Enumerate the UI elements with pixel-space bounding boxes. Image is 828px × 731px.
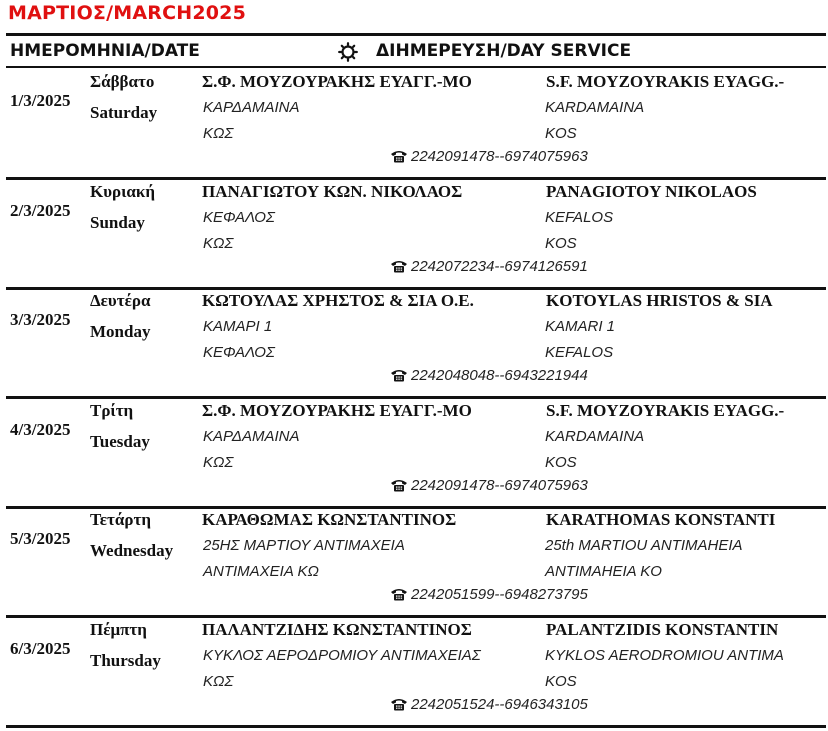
entry-day-greek: Σάββατο	[90, 72, 155, 91]
duty-entry	[6, 180, 826, 290]
pharmacy-name-greek: Σ.Φ. ΜΟΥΖΟΥΡΑΚΗΣ ΕΥΑΓΓ.-ΜΟ	[202, 401, 472, 420]
pharmacy-name-english: KOTOYLAS HRISTOS & SIA	[546, 291, 773, 310]
telephone-icon	[390, 259, 408, 273]
address-line1-greek: 25ΗΣ ΜΑΡΤΙΟΥ ΑΝΤΙΜΑΧΕΙΑ	[203, 537, 405, 554]
address-line1-greek: ΚΕΦΑΛΟΣ	[203, 209, 275, 226]
entry-day-english: Wednesday	[90, 541, 174, 560]
address-line2-greek: ΚΕΦΑΛΟΣ	[203, 344, 275, 361]
entry-date: 2/3/2025	[10, 201, 71, 220]
phone-number[interactable]: 2242051599--6948273795	[411, 586, 588, 603]
address-line1-english: KEFALOS	[545, 209, 614, 226]
entry-day-english: Tuesday	[90, 432, 150, 451]
phone-number[interactable]: 2242091478--6974075963	[411, 148, 588, 165]
address-line1-greek: ΚΑΡΔΑΜΑΙΝΑ	[203, 99, 300, 116]
pharmacy-name-english: PALANTZIDIS KONSTANTIN	[546, 620, 779, 639]
entry-day-english: Sunday	[90, 213, 145, 232]
phone-line	[390, 477, 588, 494]
entry-day-greek: Τρίτη	[90, 401, 134, 420]
phone-number[interactable]: 2242048048--6943221944	[411, 367, 588, 384]
address-line2-english: ANTIMAHEIA KO	[545, 563, 662, 580]
phone-line	[390, 367, 588, 384]
address-line1-english: KARDAMAINA	[545, 428, 645, 445]
pharmacy-name-greek: ΚΩΤΟΥΛΑΣ ΧΡΗΣΤΟΣ & ΣΙΑ Ο.Ε.	[202, 291, 474, 310]
address-line1-greek: ΚΑΜΑΡΙ 1	[203, 318, 273, 335]
pharmacy-name-greek: ΠΑΝΑΓΙΩΤΟΥ ΚΩΝ. ΝΙΚΟΛΑΟΣ	[202, 182, 463, 201]
address-line1-english: KYKLOS AERODROMIOU ANTIMA	[545, 647, 784, 664]
address-line1-greek: ΚΑΡΔΑΜΑΙΝΑ	[203, 428, 300, 445]
address-line2-greek: ΚΩΣ	[203, 454, 234, 471]
pharmacy-name-greek: ΠΑΛΑΝΤΖΙΔΗΣ ΚΩΝΣΤΑΝΤΙΝΟΣ	[202, 620, 472, 639]
phone-line	[390, 586, 588, 603]
table-header	[10, 40, 820, 64]
phone-number[interactable]: 2242091478--6974075963	[411, 477, 588, 494]
address-line1-english: KARDAMAINA	[545, 99, 645, 116]
telephone-icon	[390, 368, 408, 382]
entry-date: 4/3/2025	[10, 420, 71, 439]
address-line2-english: KOS	[545, 125, 577, 142]
entry-date: 5/3/2025	[10, 529, 71, 548]
pharmacy-name-english: S.F. MOYZOYRAKIS EYAGG.-	[546, 401, 785, 420]
phone-number[interactable]: 2242072234--6974126591	[411, 258, 588, 275]
address-line2-greek: ΑΝΤΙΜΑΧΕΙΑ ΚΩ	[203, 563, 319, 580]
address-line1-greek: ΚΥΚΛΟΣ ΑΕΡΟΔΡΟΜΙΟΥ ΑΝΤΙΜΑΧΕΙΑΣ	[203, 647, 481, 664]
header-top-rule	[6, 33, 826, 36]
entry-day-greek: Τετάρτη	[90, 510, 151, 529]
entry-date: 3/3/2025	[10, 310, 71, 329]
address-line2-greek: ΚΩΣ	[203, 235, 234, 252]
service-column-header: ΔΙΗΜΕΡΕΥΣΗ/DAY SERVICE	[376, 41, 632, 61]
address-line2-english: KOS	[545, 673, 577, 690]
entry-day-greek: Δευτέρα	[90, 291, 151, 310]
phone-line	[390, 258, 588, 275]
address-line2-greek: ΚΩΣ	[203, 125, 234, 142]
entry-day-english: Thursday	[90, 651, 161, 670]
address-line1-english: KAMARI 1	[545, 318, 616, 335]
entry-day-english: Monday	[90, 322, 151, 341]
header-bottom-rule	[6, 66, 826, 68]
address-line2-english: KEFALOS	[545, 344, 614, 361]
phone-line	[390, 148, 588, 165]
telephone-icon	[390, 478, 408, 492]
sun-icon	[338, 42, 358, 62]
duty-entry	[6, 399, 826, 509]
pharmacy-name-greek: Σ.Φ. ΜΟΥΖΟΥΡΑΚΗΣ ΕΥΑΓΓ.-ΜΟ	[202, 72, 472, 91]
phone-line	[390, 696, 588, 713]
address-line2-english: KOS	[545, 454, 577, 471]
telephone-icon	[390, 587, 408, 601]
phone-number[interactable]: 2242051524--6946343105	[411, 696, 588, 713]
duty-entry	[6, 508, 826, 618]
duty-entry	[6, 618, 826, 728]
date-column-header: ΗΜΕΡΟΜΗΝΙΑ/DATE	[10, 41, 200, 61]
entry-day-english: Saturday	[90, 103, 158, 122]
address-line1-english: 25th MARTIOU ANTIMAHEIA	[545, 537, 743, 554]
duty-entry	[6, 70, 826, 180]
pharmacy-name-english: KARATHOMAS KONSTANTI	[546, 510, 776, 529]
entry-day-greek: Κυριακή	[90, 182, 155, 201]
address-line2-greek: ΚΩΣ	[203, 673, 234, 690]
entry-date: 6/3/2025	[10, 639, 71, 658]
entry-separator	[6, 725, 826, 728]
telephone-icon	[390, 149, 408, 163]
entry-day-greek: Πέμπτη	[90, 620, 147, 639]
address-line2-english: KOS	[545, 235, 577, 252]
pharmacy-name-english: S.F. MOYZOYRAKIS EYAGG.-	[546, 72, 785, 91]
page-title: ΜΑΡΤΙΟΣ/MARCH2025	[8, 2, 247, 24]
pharmacy-name-greek: ΚΑΡΑΘΩΜΑΣ ΚΩΝΣΤΑΝΤΙΝΟΣ	[202, 510, 457, 529]
entry-date: 1/3/2025	[10, 91, 71, 110]
telephone-icon	[390, 697, 408, 711]
duty-entry	[6, 289, 826, 399]
pharmacy-name-english: PANAGIOTOY NIKOLAOS	[546, 182, 757, 201]
